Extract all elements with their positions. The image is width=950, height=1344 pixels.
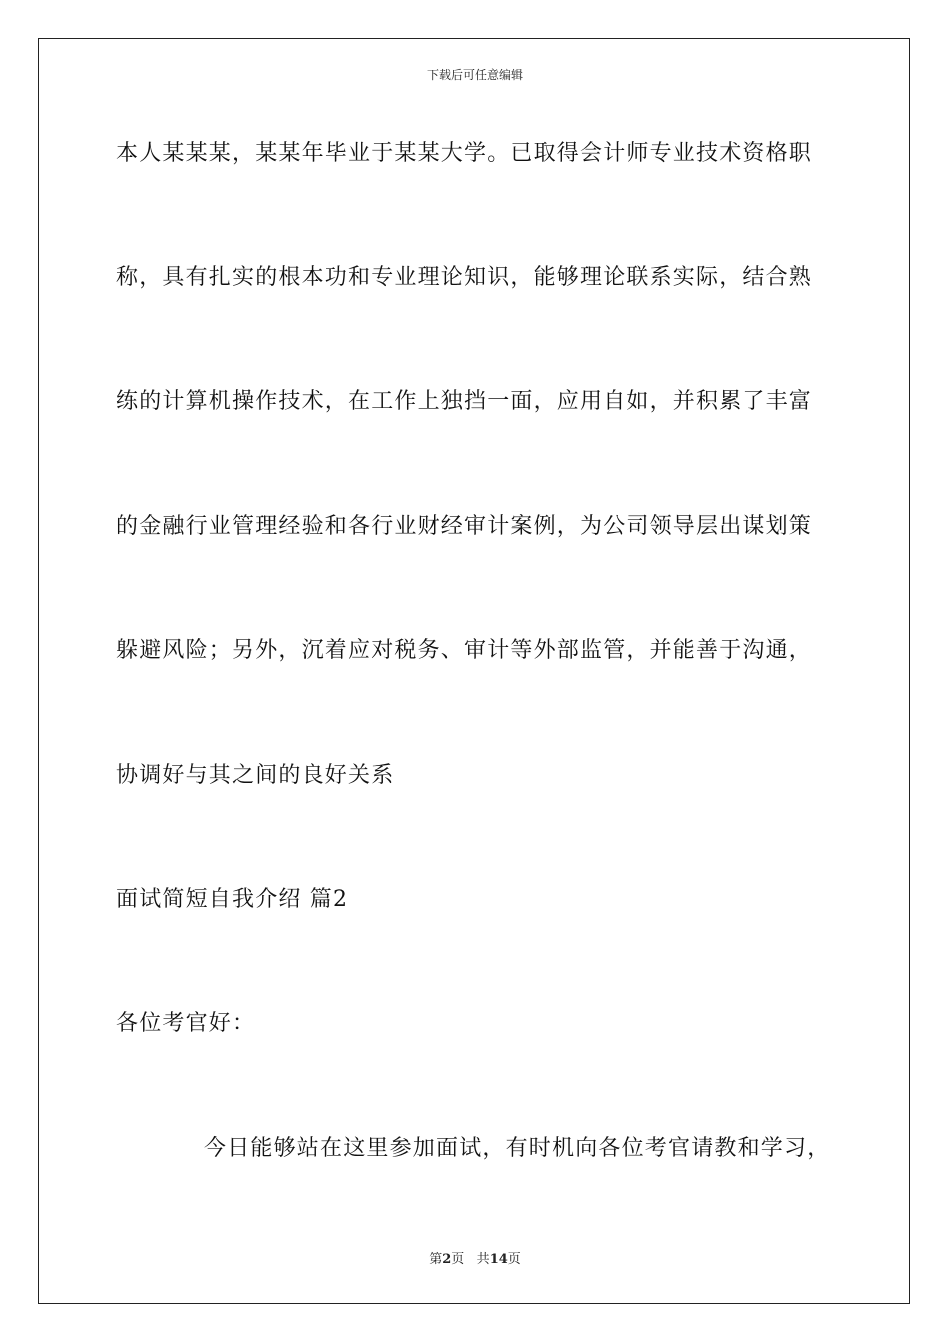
section-title: 面试简短自我介绍 篇2 — [116, 887, 349, 912]
footer-prefix: 第 — [429, 1252, 443, 1267]
body-line-5: 躲避风险；另外，沉着应对税务、审计等外部监管，并能善于沟通， — [116, 638, 813, 663]
body-line-3: 练的计算机操作技术，在工作上独挡一面，应用自如，并积累了丰富 — [116, 389, 813, 414]
body-line-1: 本人某某某，某某年毕业于某某大学。已取得会计师专业技术资格职 — [116, 141, 813, 166]
footer-total-unit: 页 — [507, 1252, 521, 1267]
footer-page-number: 2 — [442, 1252, 452, 1267]
greeting: 各位考官好： — [116, 1011, 256, 1036]
paragraph-start: 今日能够站在这里参加面试，有时机向各位考官请教和学习， — [204, 1136, 831, 1161]
header-note: 下载后可任意编辑 — [426, 68, 523, 82]
body-line-4: 的金融行业管理经验和各行业财经审计案例，为公司领导层出谋划策 — [116, 514, 813, 539]
body-line-2: 称，具有扎实的根本功和专业理论知识，能够理论联系实际，结合熟 — [116, 265, 813, 290]
footer-total-prefix: 共 — [476, 1252, 490, 1267]
body-line-6: 协调好与其之间的良好关系 — [116, 763, 395, 788]
footer-total-pages: 14 — [489, 1252, 508, 1267]
page-footer — [0, 1248, 950, 1267]
footer-page-unit: 页 — [451, 1252, 465, 1267]
page-border — [38, 38, 910, 1304]
